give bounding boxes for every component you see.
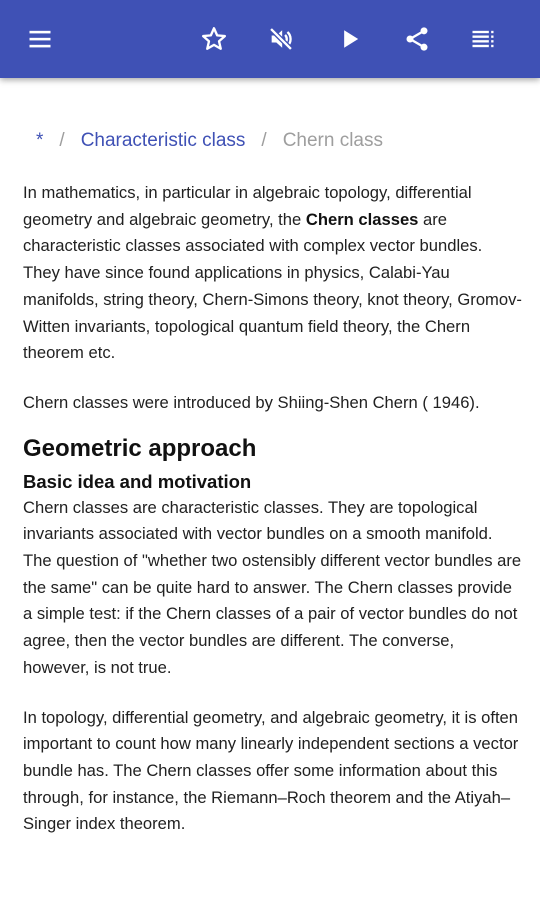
breadcrumb-separator: / — [261, 130, 267, 151]
article-content — [23, 180, 523, 838]
breadcrumb-home-link[interactable]: * — [36, 130, 44, 151]
hamburger-menu-icon — [26, 25, 54, 53]
breadcrumb — [36, 128, 383, 154]
intro-paragraph — [23, 180, 523, 367]
breadcrumb-separator: / — [59, 130, 65, 151]
list-icon — [469, 25, 497, 53]
intro-bold-term: Chern classes — [305, 209, 419, 229]
sections-paragraph: In topology, differential geometry, and algebraic geometry, it is often important to count how many linearly independent sections a vector bundle has. The Chern classes offer some information about this through, for instance, the Riemann–Roch theorem and the Atiyah–Singer index theorem. — [23, 707, 519, 834]
intro-text-continued: are characteristic classes associated with complex vector bundles. They have since found applications in physics, Calabi-Yau manifolds, string theory, Chern-Simons theory, knot theory, Gromov-Witten invariants, topological quantum field theory, the Chern theorem etc. — [23, 209, 522, 363]
volume-off-icon — [267, 25, 295, 53]
table-of-contents-button[interactable] — [463, 19, 503, 59]
share-button[interactable] — [397, 19, 437, 59]
play-button[interactable] — [330, 19, 370, 59]
motivation-paragraph: Chern classes are characteristic classes. They are topological invariants associated with vector bundles on a smooth manifold. The question of "whether two ostensibly different vector bundles are the same" can be quite hard to answer. The Chern classes provide a simple test: if the Chern classes of a pair of vector bundles do not agree, then the vector bundles are different. The converse, however, is not true. — [23, 497, 522, 677]
star-outline-icon — [200, 25, 228, 53]
introduced-paragraph: Chern classes were introduced by Shiing-Shen Chern ( 1946). — [23, 392, 480, 412]
breadcrumb-current: Chern class — [282, 130, 384, 151]
share-icon — [403, 25, 431, 53]
play-icon — [336, 25, 364, 53]
intro-text: In mathematics, in particular in algebraic topology, differential geometry and algebraic geometry, the — [23, 183, 472, 229]
subsection-heading: Basic idea and motivation — [23, 470, 252, 492]
breadcrumb-parent-link[interactable]: Characteristic class — [80, 130, 246, 151]
favorite-button[interactable] — [194, 19, 234, 59]
section-heading: Geometric approach — [23, 434, 257, 462]
mute-button[interactable] — [261, 19, 301, 59]
app-bar — [0, 0, 540, 78]
menu-button[interactable] — [20, 19, 60, 59]
